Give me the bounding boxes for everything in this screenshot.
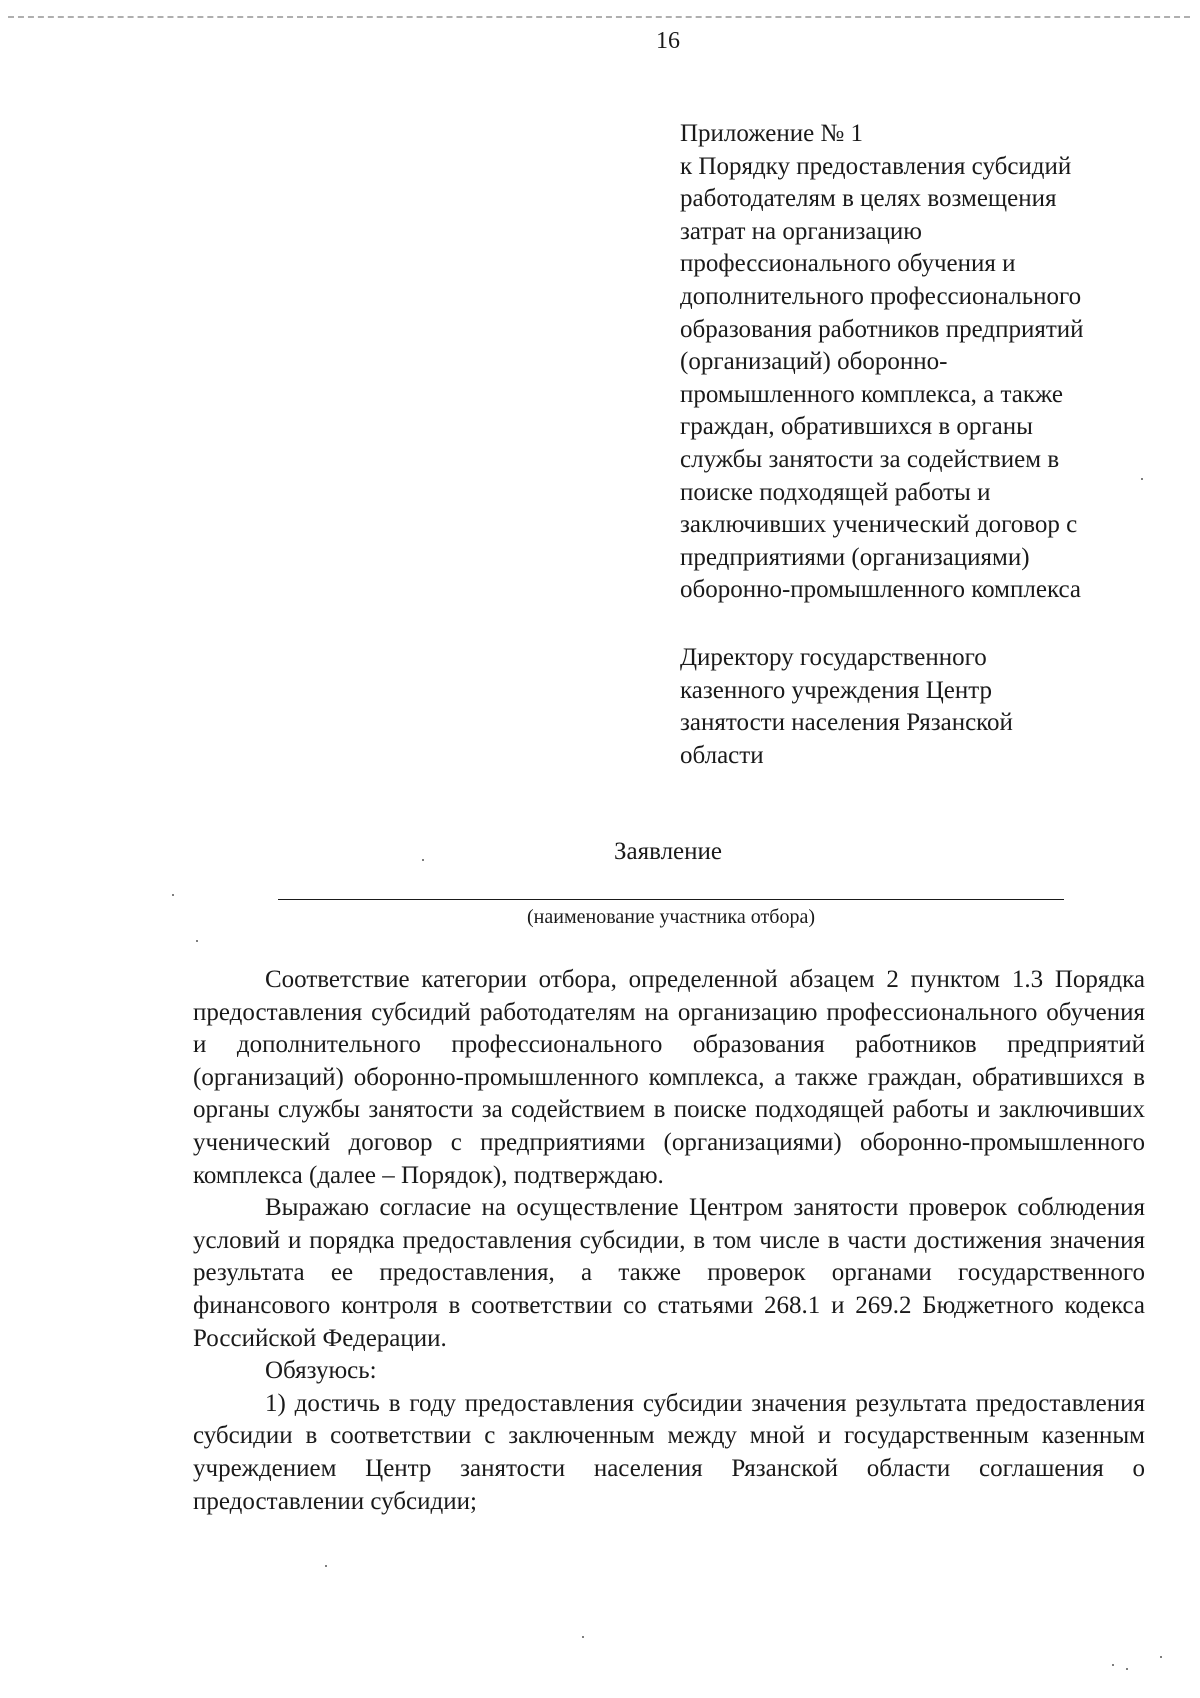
scan-speck	[582, 1636, 584, 1638]
appendix-line: граждан, обратившихся в органы	[680, 413, 1033, 441]
scan-speck	[1126, 1668, 1128, 1670]
appendix-line: заключивших ученический договор с	[680, 511, 1078, 539]
scan-speck	[172, 894, 174, 896]
appendix-line: профессионального обучения и	[680, 250, 1016, 278]
document-title: Заявление	[613, 838, 723, 865]
scan-speck	[196, 940, 198, 942]
appendix-line: образования работников предприятий	[680, 315, 1084, 343]
addressee-line: занятости населения Рязанской	[680, 709, 1013, 737]
appendix-line: оборонно-промышленного комплекса	[680, 576, 1081, 604]
participant-name-line	[278, 899, 1064, 900]
page-number: 16	[656, 28, 680, 54]
addressee-line: области	[680, 741, 764, 769]
body-paragraph: Обязуюсь:	[265, 1357, 377, 1385]
scan-top-edge	[8, 16, 1190, 18]
appendix-line: предприятиями (организациями)	[680, 543, 1030, 571]
appendix-line: к Порядку предоставления субсидий	[680, 152, 1072, 180]
scan-speck	[1141, 478, 1143, 480]
appendix-line: затрат на организацию	[680, 217, 922, 245]
addressee-block	[680, 642, 1150, 772]
appendix-line: поиске подходящей работы и	[680, 478, 991, 506]
scan-speck	[422, 859, 424, 861]
scan-speck	[325, 1565, 327, 1567]
appendix-line: (организаций) оборонно-	[680, 348, 948, 376]
addressee-line: Директору государственного	[680, 644, 987, 671]
addressee-line: казенного учреждения Центр	[680, 676, 992, 704]
scan-speck	[1112, 1664, 1114, 1666]
appendix-line: промышленного комплекса, а также	[680, 380, 1064, 408]
scan-speck	[1160, 1656, 1162, 1658]
appendix-line: работодателям в целях возмещения	[680, 185, 1057, 213]
participant-name-caption: (наименование участника отбора)	[527, 906, 815, 928]
statement-body	[193, 964, 1145, 1518]
appendix-line: службы занятости за содействием в	[680, 445, 1060, 473]
body-paragraph: 1) достичь в году предоставления субсидии значения результата предоставления субсидии в соответствии с заключенным между мной и государственным казенным учреждением Центр занятости населения Рязанской области соглашения о предоставлении субсидии;	[193, 1389, 1145, 1515]
body-paragraph: Соответствие категории отбора, определенной абзацем 2 пунктом 1.3 Порядка предоставления субсидий работодателям на организацию профессионального обучения и дополнительного профессионального образования работников предприятий (организаций) оборонно-промышленного комплекса, а также граждан, обратившихся в органы службы занятости за содействием в поиске подходящей работы и заключивших ученический договор с предприятиями (организациями) оборонно-промышленного комплекса (далее – Порядок), подтверждаю.	[193, 966, 1145, 1189]
appendix-line: Приложение № 1	[680, 120, 864, 147]
body-paragraph: Выражаю согласие на осуществление Центром занятости проверок соблюдения условий и порядка предоставления субсидии, в том числе в части достижения значения результата ее предоставления, а также проверок органами государственного финансового контроля в соответствии со статьями 268.1 и 269.2 Бюджетного кодекса Российской Федерации.	[193, 1194, 1145, 1352]
appendix-line: дополнительного профессионального	[680, 282, 1082, 310]
appendix-note	[680, 118, 1150, 607]
